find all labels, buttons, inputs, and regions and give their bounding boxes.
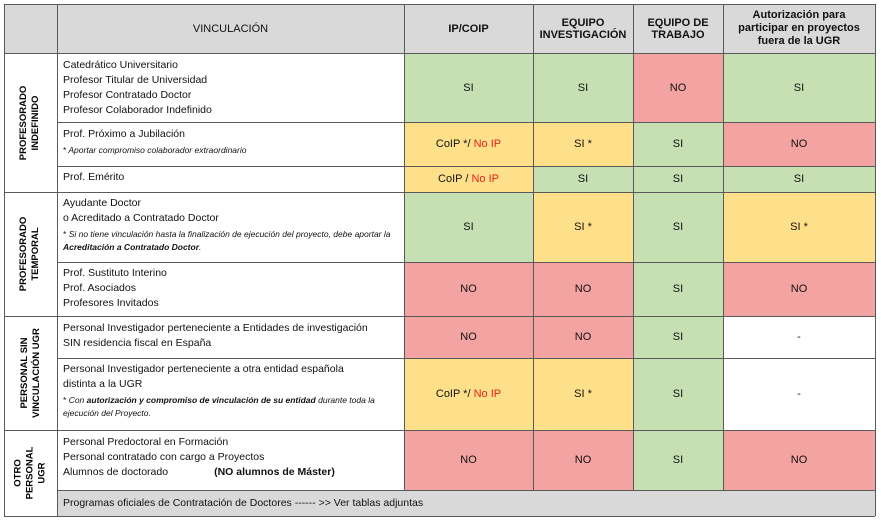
grid-line — [633, 4, 634, 490]
grid-line — [4, 192, 875, 193]
cell-equipo-trabajo: SI — [633, 358, 723, 430]
cell-equipo-investigacion: NO — [533, 316, 633, 358]
cell-equipo-investigacion: SI * — [533, 192, 633, 262]
header-vinculacion: VINCULACIÓN — [57, 4, 404, 53]
table-row-desc: Prof. Sustituto Interino Prof. Asociados Profesores Invitados — [57, 262, 404, 316]
cell-autorizacion: - — [723, 358, 875, 430]
cell-ip: SI — [404, 53, 533, 122]
header-corner — [4, 4, 57, 53]
grid-line — [57, 262, 875, 263]
header-ip-coip: IP/COIP — [404, 4, 533, 53]
cell-autorizacion: SI * — [723, 192, 875, 262]
grid-line — [4, 430, 875, 431]
grid-line — [723, 4, 724, 490]
grid-line — [404, 4, 405, 490]
cell-autorizacion: NO — [723, 122, 875, 166]
header-autorizacion: Autorización para participar en proyectos fuera de la UGR — [723, 4, 875, 53]
grid-line — [57, 122, 875, 123]
category-personal-sin-vinculacion: PERSONAL SIN VINCULACIÓN UGR — [4, 316, 57, 430]
grid-line — [4, 516, 875, 517]
category-otro-personal: OTRO PERSONAL UGR — [4, 430, 57, 516]
cell-equipo-trabajo: SI — [633, 192, 723, 262]
header-equipo-investigacion: EQUIPO INVESTIGACIÓN — [533, 4, 633, 53]
grid-line — [57, 4, 58, 516]
grid-line — [875, 4, 876, 516]
table-row-desc: Prof. Próximo a Jubilación * Aportar compromiso colaborador extraordinario — [57, 122, 404, 166]
grid-line — [533, 4, 534, 490]
header-equipo-trabajo: EQUIPO DE TRABAJO — [633, 4, 723, 53]
cell-equipo-trabajo: NO — [633, 53, 723, 122]
cell-equipo-investigacion: SI * — [533, 358, 633, 430]
cell-ip: NO — [404, 262, 533, 316]
cell-equipo-investigacion: NO — [533, 262, 633, 316]
cell-ip: SI — [404, 192, 533, 262]
cell-autorizacion: NO — [723, 262, 875, 316]
cell-equipo-trabajo: SI — [633, 316, 723, 358]
cell-ip: NO — [404, 316, 533, 358]
cell-autorizacion: SI — [723, 53, 875, 122]
category-profesorado-temporal: PROFESORADO TEMPORAL — [4, 192, 57, 316]
table-row-desc: Catedrático Universitario Profesor Titular de Universidad Profesor Contratado Doctor Profesor Colaborador Indefinido — [57, 53, 404, 122]
grid-line — [57, 358, 875, 359]
cell-autorizacion: - — [723, 316, 875, 358]
grid-line — [57, 490, 875, 491]
grid-line — [4, 316, 875, 317]
cell-ip: CoIP */ No IP — [404, 358, 533, 430]
cell-ip: NO — [404, 430, 533, 490]
cell-autorizacion: SI — [723, 166, 875, 192]
cell-autorizacion: NO — [723, 430, 875, 490]
category-profesorado-indefinido: PROFESORADO INDEFINIDO — [4, 53, 57, 192]
cell-equipo-trabajo: SI — [633, 122, 723, 166]
table-row-desc: Personal Predoctoral en Formación Personal contratado con cargo a Proyectos Alumnos de doctorado (NO alumnos de Máster) — [57, 430, 404, 490]
cell-equipo-trabajo: SI — [633, 430, 723, 490]
table-row-desc: Personal Investigador perteneciente a otra entidad española distinta a la UGR * Con autorización y compromiso de vinculación de su entidad durante toda la ejecución del Proyecto. — [57, 358, 404, 430]
table-row-desc: Personal Investigador perteneciente a Entidades de investigación SIN residencia fiscal en España — [57, 316, 404, 358]
grid-line — [4, 53, 875, 54]
grid-line — [4, 4, 5, 516]
cell-ip: CoIP */ No IP — [404, 122, 533, 166]
table-row-desc: Ayudante Doctor o Acreditado a Contratado Doctor * Si no tiene vinculación hasta la finalización de ejecución del proyecto, debe aportar la Acreditación a Contratado Doctor. — [57, 192, 404, 262]
footer-note: Programas oficiales de Contratación de Doctores ------ >> Ver tablas adjuntas — [57, 490, 875, 516]
cell-equipo-trabajo: SI — [633, 262, 723, 316]
cell-equipo-investigacion: SI * — [533, 122, 633, 166]
cell-equipo-investigacion: SI — [533, 166, 633, 192]
grid-line — [4, 4, 875, 5]
table-row-desc: Prof. Emérito — [57, 166, 404, 192]
cell-equipo-investigacion: NO — [533, 430, 633, 490]
grid-line — [57, 166, 875, 167]
cell-equipo-trabajo: SI — [633, 166, 723, 192]
cell-equipo-investigacion: SI — [533, 53, 633, 122]
cell-ip: CoIP / No IP — [404, 166, 533, 192]
